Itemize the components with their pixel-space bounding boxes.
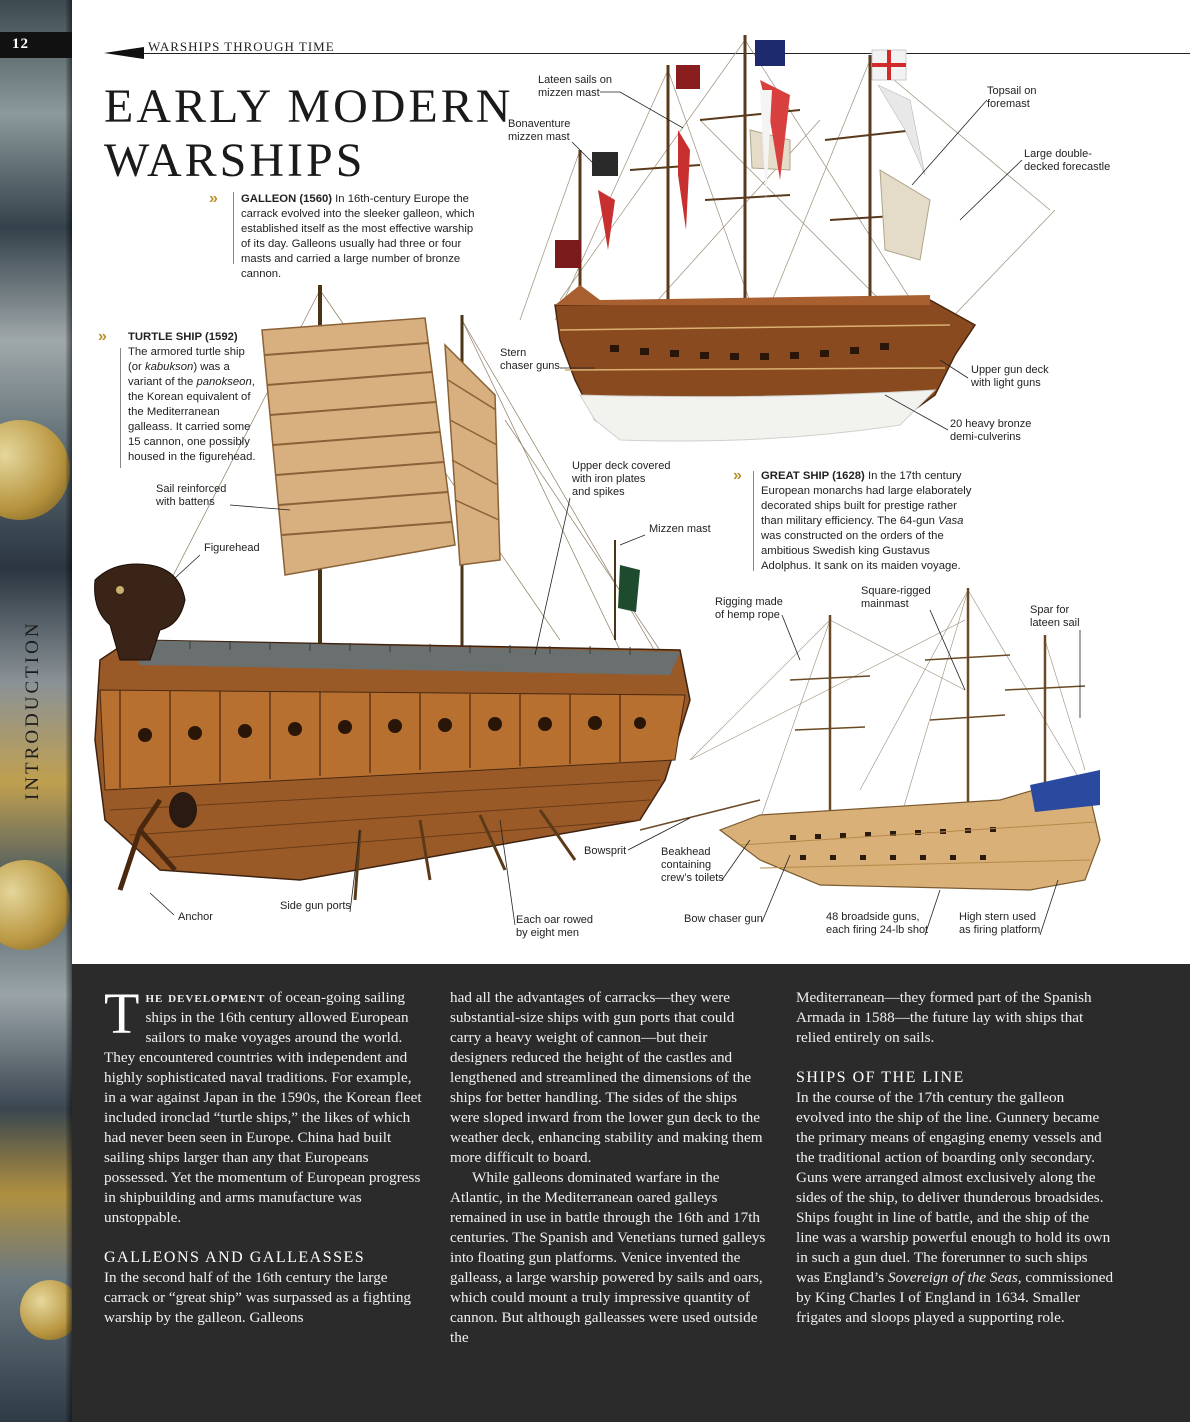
turtle-caption-heading: TURTLE SHIP (1592)	[128, 331, 238, 343]
great-ship-caption	[733, 469, 973, 574]
label-bow-chaser: Bow chaser gun	[684, 913, 763, 925]
turtle-caption-text: The armored turtle ship (or	[128, 346, 245, 373]
label-stern-chaser: Stern chaser guns	[500, 347, 560, 372]
body-column-3	[796, 988, 1114, 1328]
turtle-caption-text: , the Korean equivalent of the Mediterranean galleass. It carried some 15 cannon, one possibly housed in the figurehead.	[128, 376, 256, 463]
page-title-line2: WARSHIPS	[104, 134, 366, 187]
paragraph: of ocean-going sailing ships in the 16th century allowed European sailors to make voyages around the world. They encountered countries with independent and highly sophisticated naval traditions. For example, in a war against Japan in the 1590s, the Korean fleet included ironclad “turtle ships,” the likes of which had never been seen in Europe. China had built sailing ships larger than any that Europeans possessed. Yet the momentum of European progress in shipbuilding and arms manufacture was unstoppable.	[104, 989, 422, 1226]
great-ship-caption-italic: Vasa	[938, 515, 964, 527]
label-topsail-foremast: Topsail on foremast	[987, 85, 1037, 110]
paragraph: In the second half of the 16th century the large carrack or “great ship” was surpassed as a fighting warship by the galleon. Galleons	[104, 1269, 412, 1326]
paragraph: In the course of the 17th century the galleon evolved into the ship of the line. Gunnery became the primary means of engaging enemy vessels and the traditional action of boarding only secondary. Guns were arranged almost exclusively along the sides of the ship, to deliver thunderous broadsides. Ships fought in line of battle, and the ship of the line was a warship powerful enough to hold its own in such a gun duel. The forerunner to such ships was England’s	[796, 1089, 1111, 1286]
label-lateen-mizzen: Lateen sails on mizzen mast	[538, 74, 612, 99]
section-label: INTRODUCTION	[22, 620, 43, 800]
page-title-line1: EARLY MODERN	[104, 80, 514, 133]
turtle-caption-italic: kabukson	[144, 361, 194, 373]
running-head-text: WARSHIPS THROUGH TIME	[148, 39, 335, 54]
label-side-gun-ports: Side gun ports	[280, 900, 351, 912]
subheading: SHIPS OF THE LINE	[796, 1069, 965, 1086]
great-ship-caption-heading: GREAT SHIP (1628)	[761, 470, 865, 482]
label-bonaventure: Bonaventure mizzen mast	[508, 118, 571, 143]
chevron-down-icon: »	[98, 328, 107, 345]
drop-cap: T	[104, 981, 140, 1046]
turtle-ship-caption	[98, 330, 258, 465]
label-beakhead: Beakhead containing crew’s toilets	[661, 846, 724, 884]
label-upper-gun-deck: Upper gun deck with light guns	[971, 364, 1049, 389]
paragraph: , commissioned by King Charles I of England in 1634. Smaller frigates and sloops played a supporting role.	[796, 1269, 1114, 1326]
label-iron-plates: Upper deck covered with iron plates and spikes	[572, 460, 671, 498]
label-forecastle: Large double- decked forecastle	[1024, 148, 1111, 173]
chevron-right-icon: »	[209, 190, 218, 207]
turtle-caption-italic: panokseon	[196, 376, 252, 388]
chevron-down-icon: »	[733, 467, 742, 484]
label-mizzen-mast: Mizzen mast	[649, 523, 711, 535]
galleon-caption	[209, 190, 485, 282]
coin-image	[20, 1280, 80, 1340]
label-oar: Each oar rowed by eight men	[516, 914, 594, 939]
label-hemp-rope: Rigging made of hemp rope	[715, 596, 783, 621]
page-number: 12	[12, 36, 29, 52]
paragraph: Mediterranean—they formed part of the Spanish Armada in 1588—the future lay with ships that relied entirely on sails.	[796, 989, 1092, 1046]
label-spar-lateen: Spar for lateen sail	[1030, 604, 1080, 629]
great-ship-caption-text: In the 17th century European monarchs had large elaborately decorated ships built for prestige rather than military efficiency. The 64-gun	[761, 470, 972, 527]
great-ship-illustration	[640, 588, 1100, 890]
lead-in: he development	[145, 989, 266, 1006]
label-demi-culverins: 20 heavy bronze demi-culverins	[950, 418, 1032, 443]
body-column-1	[104, 981, 422, 1328]
label-bowsprit: Bowsprit	[584, 845, 627, 857]
paragraph: While galleons dominated warfare in the Atlantic, in the Mediterranean oared galleys remained in use in battle through the 16th and 17th centuries. The Spanish and Venetians turned galleys into floating gun platforms. Venice invented the galleass, a large warship powered by sails and oars, which could mount a truly impressive quantity of cannon. But although galleasses were used outside the	[450, 1169, 766, 1346]
label-high-stern: High stern used as firing platform	[959, 911, 1041, 936]
great-ship-caption-text: was constructed on the orders of the ambitious Swedish king Gustavus Adolphus. It sank on its maiden voyage.	[761, 530, 961, 572]
turtle-caption-text: ) was a variant of the	[128, 361, 230, 388]
label-square-rigged: Square-rigged mainmast	[861, 585, 931, 610]
ship-name-italic: Sovereign of the Seas	[887, 1269, 1018, 1286]
label-anchor: Anchor	[178, 911, 213, 923]
galleon-caption-heading: GALLEON (1560)	[241, 193, 333, 205]
body-column-2	[450, 988, 768, 1348]
label-figurehead: Figurehead	[204, 542, 260, 554]
label-sail-battens: Sail reinforced with battens	[156, 483, 227, 508]
galleon-caption-text: In 16th-century Europe the carrack evolved into the sleeker galleon, which established itself as the most effective warship of its day. Galleons usually had three or four masts and carried a large number of bronze cannon.	[241, 193, 475, 280]
subheading: GALLEONS AND GALLEASSES	[104, 1249, 366, 1266]
label-broadside: 48 broadside guns, each firing 24-lb shot	[826, 911, 929, 936]
paragraph: had all the advantages of carracks—they were substantial-size ships with gun ports that could carry a heavy weight of cannon—but their designers reduced the height of the castles and lengthened and streamlined the dimensions of the ships for better handling. The sides of the ships were sloped inward from the lower gun deck to the weather deck, enhancing stability and making them more difficult to board.	[450, 989, 763, 1166]
